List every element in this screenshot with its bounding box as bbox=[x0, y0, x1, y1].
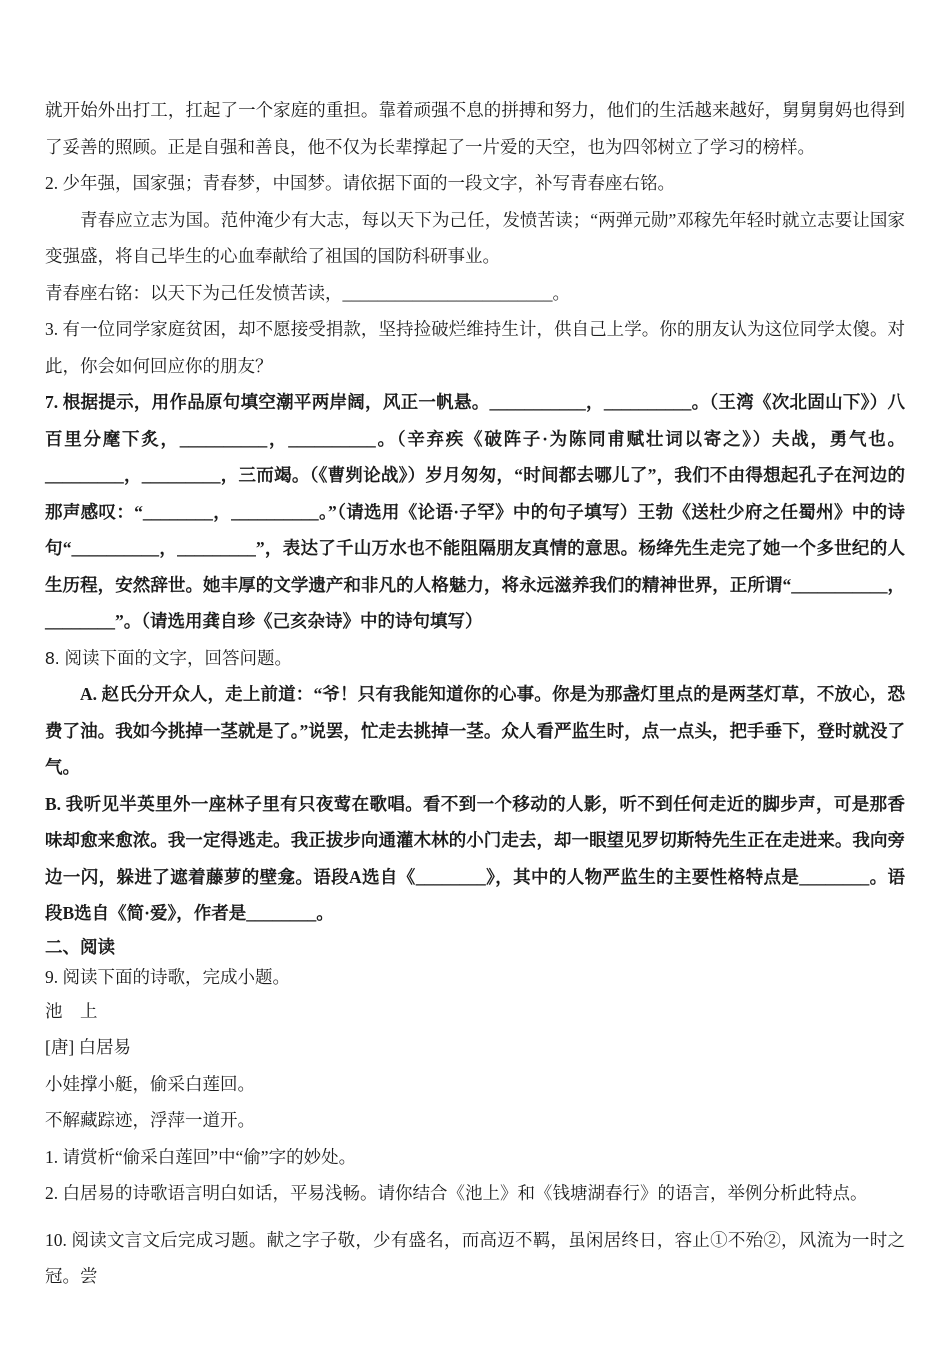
question-8-passage-a: A. 赵氏分开众人，走上前道：“爷！只有我能知道你的心事。你是为那盏灯里点的是两茎灯草，不放心，恐费了油。我如今挑掉一茎就是了。”说罢，忙走去挑掉一茎。众人看严监生时，点一点头，把手垂下，登时就没了气。 bbox=[45, 684, 905, 777]
question-7-fill-in-blanks: 7. 根据提示，用作品原句填空潮平两岸阔，风正一帆悬。___________，__________。（王湾《次北固山下》）八百里分麾下炙，__________，__________。（辛弃疾《破阵子·为陈同甫赋壮词以寄之》）夫战，勇气也。_________，_________，三而竭。（《曹刿论战》）岁月匆匆，“时间都去哪儿了”，我们不由得想起孔子在河边的那声感叹：“________，__________。”（请选用《论语·子罕》中的句子填写）王勃《送杜少府之任蜀州》中的诗句“__________，_________”，表达了千山万水也不能阻隔朋友真情的意思。杨绛先生走完了她一个多世纪的人生历程，安然辞世。她丰厚的文学遗产和非凡的人格魅力，将永远滋养我们的精神世界，正所谓“___________，________”。（请选用龚自珍《己亥杂诗》中的诗句填写） bbox=[45, 392, 905, 631]
question-2-quote: 青春应立志为国。范仲淹少有大志，每以天下为己任，发愤苦读；“两弹元勋”邓稼先年轻时就立志要让国家变强盛，将自己毕生的心血奉献给了祖国的国防科研事业。 bbox=[45, 209, 905, 266]
poem-title: 池 上 bbox=[45, 1000, 98, 1021]
question-8-passage-b: B. 我听见半英里外一座林子里有只夜莺在歌唱。看不到一个移动的人影，听不到任何走近的脚步声，可是那香味却愈来愈浓。我一定得逃走。我正拔步向通灌木林的小门走去，却一眼望见罗切斯特先生正在走进来。我向旁边一闪，躲进了遮着藤萝的壁龛。语段A选自《________》，其中的人物严监生的主要性格特点是________。语段B选自《简·爱》，作者是________。 bbox=[45, 793, 905, 923]
paragraph-intro-continuation: 就开始外出打工，扛起了一个家庭的重担。靠着顽强不息的拼搏和努力，他们的生活越来越好，舅舅舅妈也得到了妥善的照顾。正是自强和善良，他不仅为长辈撑起了一片爱的天空，也为四邻树立了学习的榜样。 bbox=[45, 100, 905, 157]
question-9-sub-1: 1. 请赏析“偷采白莲回”中“偷”字的妙处。 bbox=[45, 1146, 357, 1167]
section-heading-reading: 二、阅读 bbox=[45, 936, 115, 957]
poem-line-1: 小娃撑小艇，偷采白莲回。 bbox=[45, 1073, 255, 1094]
question-9: 9. 阅读下面的诗歌，完成小题。 bbox=[45, 966, 290, 987]
question-2: 2. 少年强，国家强；青春梦，中国梦。请依据下面的一段文字，补写青春座右铭。 bbox=[45, 173, 675, 193]
question-9-sub-2: 2. 白居易的诗歌语言明白如话，平易浅畅。请你结合《池上》和《钱塘湖春行》的语言，举例分析此特点。 bbox=[45, 1183, 868, 1203]
poem-line-2: 不解藏踪迹，浮萍一道开。 bbox=[45, 1110, 255, 1130]
question-3: 3. 有一位同学家庭贫困，却不愿接受捐款，坚持捡破烂维持生计，供自己上学。你的朋友认为这位同学太傻。对此，你会如何回应你的朋友？ bbox=[45, 319, 905, 376]
poem-author: [唐] 白居易 bbox=[45, 1037, 132, 1057]
question-10: 10. 阅读文言文后完成习题。献之字子敬，少有盛名，而高迈不羁，虽闲居终日，容止①不殆②，风流为一时之冠。尝 bbox=[45, 1229, 905, 1286]
question-2-motto-line: 青春座右铭：以天下为己任发愤苦读，________________________。 bbox=[45, 282, 570, 303]
question-8: 8. 阅读下面的文字，回答问题。 bbox=[45, 647, 292, 668]
